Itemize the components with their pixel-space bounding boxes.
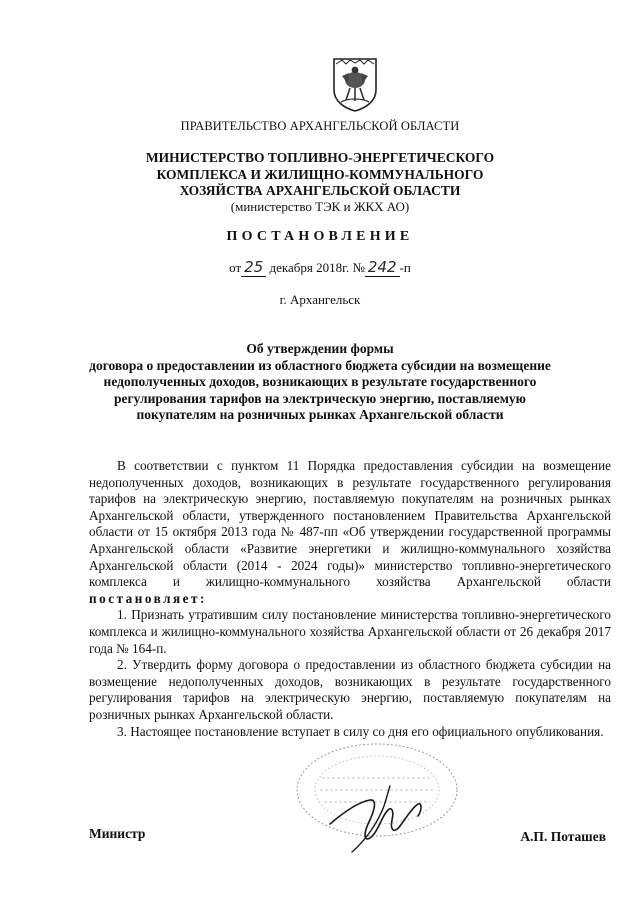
title-line: Об утверждении формы [246, 341, 394, 356]
number-suffix: -п [399, 260, 411, 275]
government-name: ПРАВИТЕЛЬСТВО АРХАНГЕЛЬСКОЙ ОБЛАСТИ [180, 119, 460, 133]
ministry-line: МИНИСТЕРСТВО ТОПЛИВНО-ЭНЕРГЕТИЧЕСКОГО [145, 150, 495, 165]
clause-paragraph: 1. Признать утратившим силу постановление министерства топливно-энергетического комплекса и жилищно-коммунального хозяйства Архангельской области от 26 декабря 2017 года № 164-п. [89, 607, 611, 656]
city: г. Архангельск [279, 292, 361, 307]
title-line: покупателям на розничных рынках Архангельской области [136, 407, 504, 423]
document-body [89, 458, 611, 740]
title-line: договора о предоставлении из областного бюджета субсидии на возмещение [89, 357, 551, 373]
date-day-handwritten: 25 [241, 258, 266, 277]
preamble-paragraph [89, 458, 611, 607]
clause-paragraph: 2. Утвердить форму договора о предоставлении из областного бюджета субсидии на возмещение недополученных доходов, возникающих в результате государственного регулирования тарифов на электрическую энергию, поставляемую покупателям на розничных рынках Архангельской области. [89, 657, 611, 722]
signer-name: А.П. Поташев [520, 829, 606, 844]
document-type: ПОСТАНОВЛЕНИЕ [226, 229, 414, 244]
ministry-name [0, 150, 640, 200]
date-rest: декабря 2018г. № [269, 260, 365, 275]
title-line: недополученных доходов, возникающих в результате государственного [103, 374, 537, 390]
date-prefix: от [229, 260, 242, 275]
ministry-line: ХОЗЯЙСТВА АРХАНГЕЛЬСКОЙ ОБЛАСТИ [179, 183, 461, 198]
document-number-handwritten: 242 [365, 258, 400, 277]
document-date-number [0, 258, 640, 276]
ministry-short-name: (министерство ТЭК и ЖКХ АО) [230, 199, 410, 214]
ministry-line: КОМПЛЕКСА И ЖИЛИЩНО-КОММУНАЛЬНОГО [156, 166, 484, 182]
clause-paragraph: 3. Настоящее постановление вступает в силу со дня его официального опубликования. [117, 723, 604, 739]
preamble-text: В соответствии с пунктом 11 Порядка предоставления субсидии на возмещение недополученных доходов, возникающих в результате государственного регулирования тарифов на электрическую энергию, поставляемую покупателям на розничных рынках Архангельской области, утвержденного постановлением Правительства Архангельской области от 15 октября 2013 года № 487-пп «Об утверждении государственной программы Архангельской области «Развитие энергетики и жилищно-коммунального хозяйства Архангельской области (2014 - 2024 годы)» министерство топливно-энергетического комплекса и жилищно-коммунального хозяйства Архангельской области [89, 458, 611, 590]
document-title [60, 341, 580, 424]
resolves-word: постановляет: [89, 590, 207, 606]
title-line: регулирования тарифов на электрическую энергию, поставляемую [114, 390, 526, 406]
signer-position: Министр [89, 826, 146, 841]
coat-of-arms-icon [330, 56, 380, 112]
handwritten-signature [322, 782, 442, 862]
